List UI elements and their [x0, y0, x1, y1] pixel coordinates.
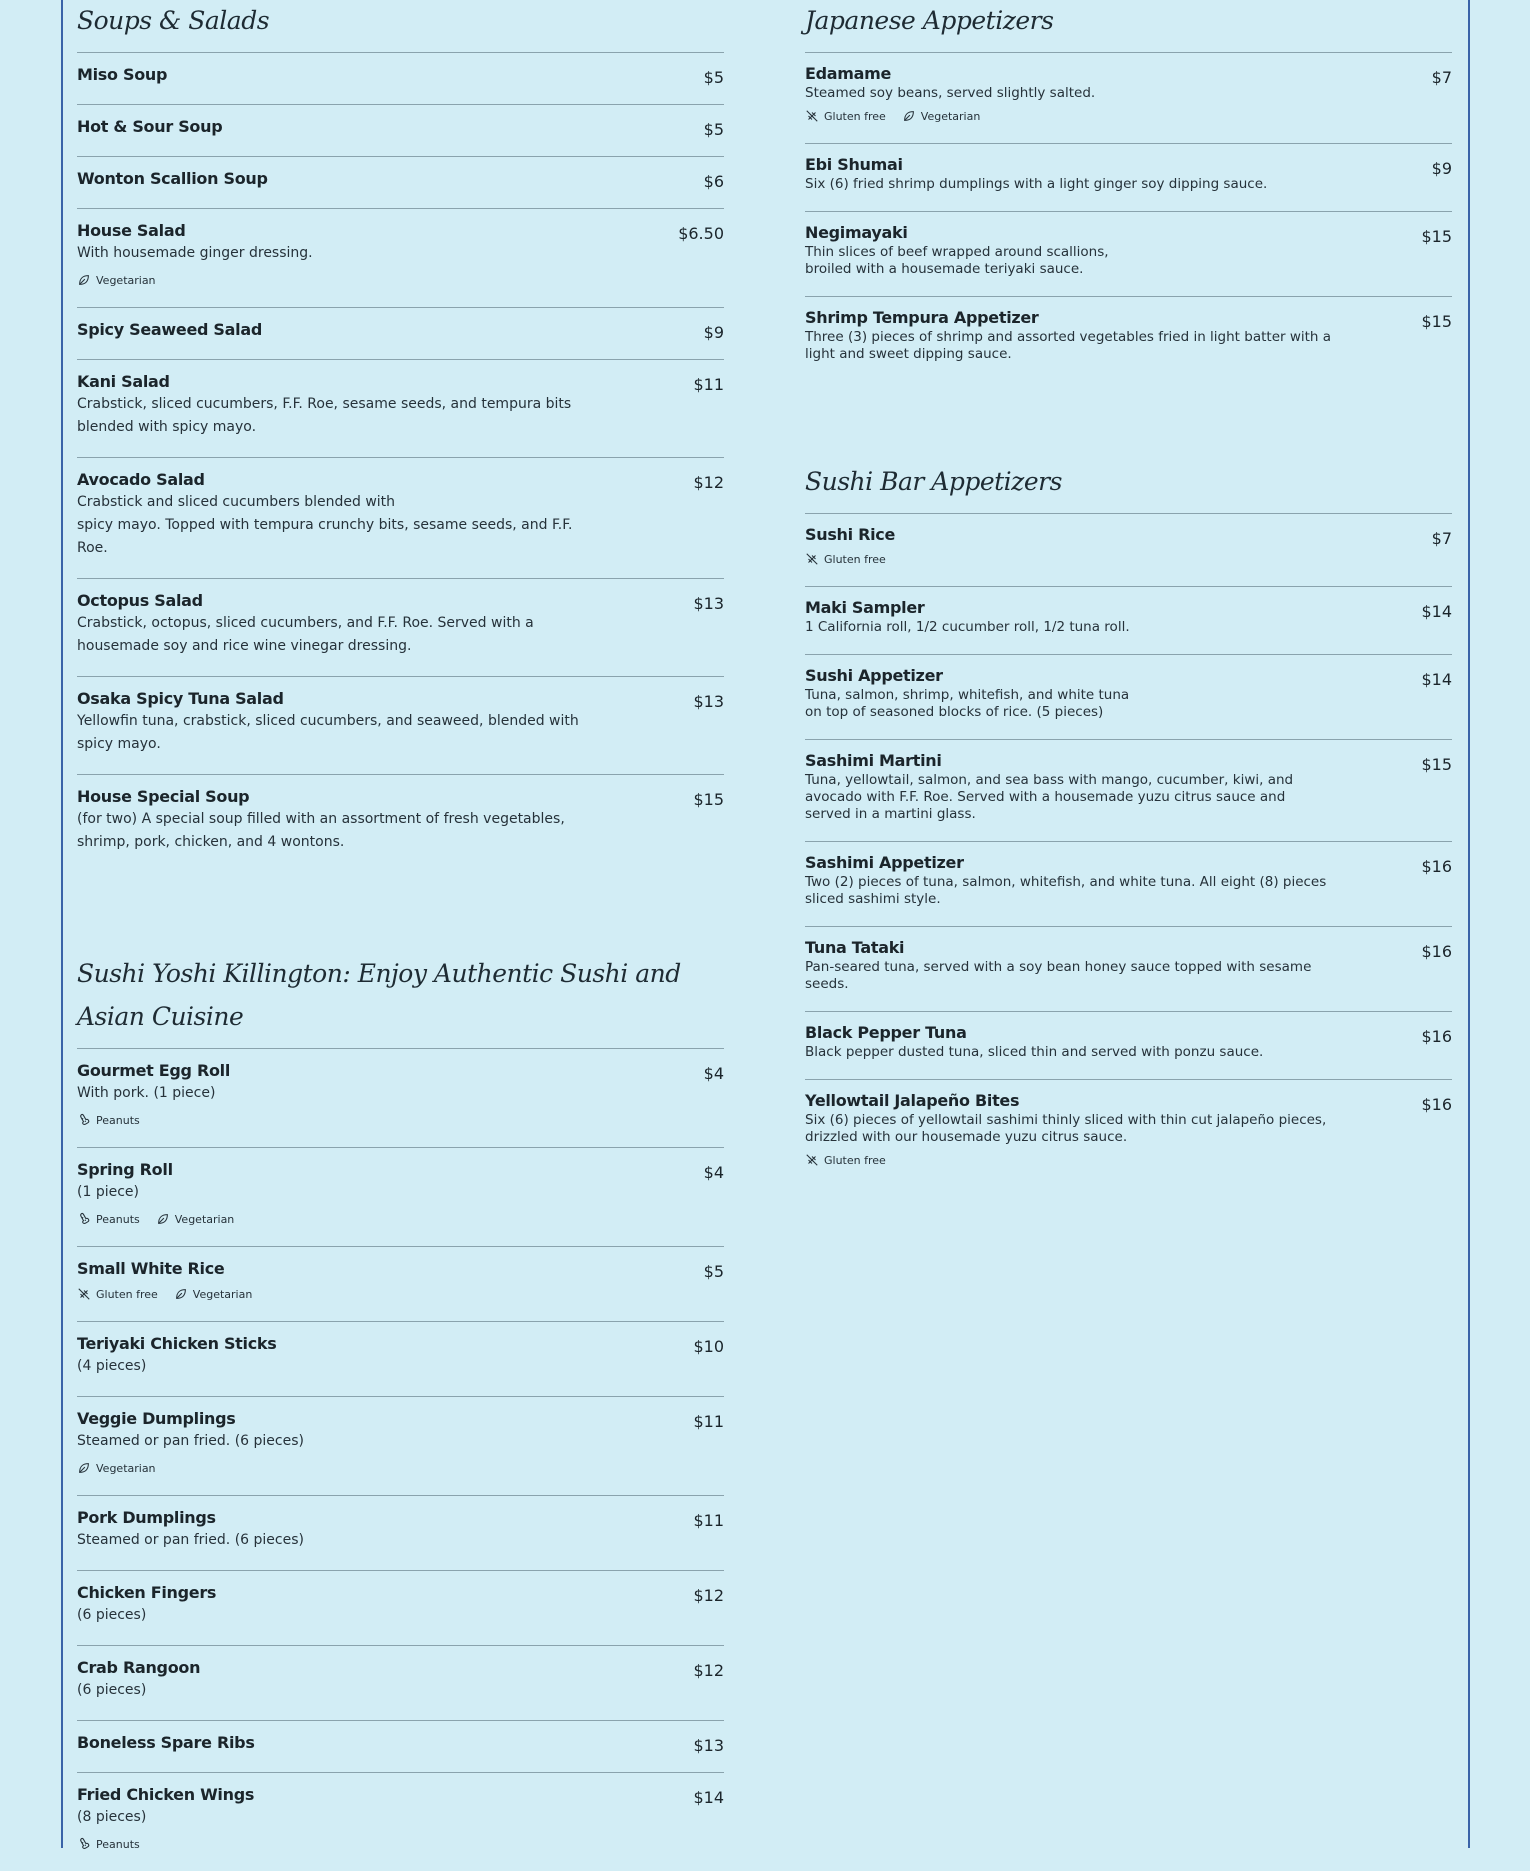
- item-name: Teriyaki Chicken Sticks: [77, 1334, 277, 1353]
- tag-gluten-free: [805, 552, 886, 566]
- peanut-icon: [77, 1837, 91, 1851]
- item-price: $13: [693, 594, 724, 613]
- menu-item-osaka-spicy-tuna-salad: [77, 676, 724, 774]
- item-description: (8 pieces): [77, 1809, 147, 1825]
- item-description: Thin slices of beef wrapped around scallions, broiled with a housemade teriyaki sauce.: [805, 244, 1109, 277]
- menu-item-sashimi-appetizer: [805, 841, 1452, 926]
- item-price: $13: [693, 692, 724, 711]
- tag-label: Vegetarian: [96, 273, 156, 287]
- item-name: Tuna Tataki: [805, 938, 905, 957]
- menu-items: [805, 52, 1452, 381]
- leaf-icon: [156, 1212, 170, 1226]
- menu-item-miso-soup: [77, 52, 724, 104]
- menu-item-edamame: [805, 52, 1452, 143]
- item-price: $5: [703, 68, 724, 87]
- item-name: Kani Salad: [77, 372, 170, 391]
- item-name: Sashimi Appetizer: [805, 853, 964, 872]
- menu-item-small-white-rice: [77, 1246, 724, 1321]
- item-price: $5: [703, 120, 724, 139]
- item-description: Yellowfin tuna, crabstick, sliced cucumbers, and seaweed, blended with spicy mayo.: [77, 713, 579, 752]
- item-name: Chicken Fingers: [77, 1583, 217, 1602]
- item-name: Maki Sampler: [805, 598, 925, 617]
- item-price: $11: [693, 1412, 724, 1431]
- item-price: $6.50: [678, 224, 724, 243]
- leaf-icon: [902, 109, 916, 123]
- peanut-icon: [77, 1113, 91, 1127]
- menu-item-wonton-scallion-soup: [77, 156, 724, 208]
- item-name: Gourmet Egg Roll: [77, 1061, 231, 1080]
- tag-vegetarian: [156, 1212, 235, 1226]
- item-price: $16: [1421, 1095, 1452, 1114]
- item-price: $9: [703, 323, 724, 342]
- menu-item-pork-dumplings: [77, 1495, 724, 1570]
- tag-vegetarian: [902, 109, 981, 123]
- item-price: $5: [703, 1262, 724, 1281]
- item-price: $7: [1431, 529, 1452, 548]
- item-price: $13: [693, 1736, 724, 1755]
- item-price: $16: [1421, 857, 1452, 876]
- item-name: Osaka Spicy Tuna Salad: [77, 689, 284, 708]
- item-name: Octopus Salad: [77, 591, 203, 610]
- gluten-free-icon: [77, 1287, 91, 1301]
- menu-item-maki-sampler: [805, 586, 1452, 654]
- item-name: Small White Rice: [77, 1259, 225, 1278]
- dietary-tags: [77, 271, 724, 289]
- menu-items: [77, 1048, 724, 1871]
- left-column: [77, 0, 724, 1871]
- tag-label: Vegetarian: [174, 1212, 235, 1226]
- tag-label: Peanuts: [96, 1113, 140, 1127]
- section-sushi-bar-appetizers: [805, 461, 1452, 1187]
- tag-gluten-free: [77, 1287, 158, 1301]
- dietary-tags: [805, 1151, 1452, 1169]
- menu-item-house-salad: [77, 208, 724, 307]
- dietary-tags: [77, 1111, 724, 1129]
- menu-item-spicy-seaweed-salad: [77, 307, 724, 359]
- item-description: With housemade ginger dressing.: [77, 245, 313, 261]
- item-price: $14: [693, 1788, 724, 1807]
- leaf-icon: [77, 273, 91, 287]
- item-description: Crabstick and sliced cucumbers blended with spicy mayo. Topped with tempura crunchy bits, sesame seeds, and F.F. Roe.: [77, 494, 573, 556]
- menu-item-spring-roll: [77, 1147, 724, 1246]
- tag-label: Gluten free: [824, 1153, 886, 1167]
- menu-item-octopus-salad: [77, 578, 724, 676]
- item-price: $7: [1431, 68, 1452, 87]
- item-name: House Salad: [77, 221, 186, 240]
- item-name: Veggie Dumplings: [77, 1409, 236, 1428]
- menu-items: [805, 513, 1452, 1187]
- item-name: Miso Soup: [77, 65, 168, 84]
- menu-item-teriyaki-chicken-sticks: [77, 1321, 724, 1396]
- tag-vegetarian: [77, 273, 156, 287]
- item-price: $12: [693, 473, 724, 492]
- menu-item-chicken-fingers: [77, 1570, 724, 1645]
- item-description: Black pepper dusted tuna, sliced thin and served with ponzu sauce.: [805, 1044, 1264, 1060]
- peanut-icon: [77, 1212, 91, 1226]
- item-description: Six (6) fried shrimp dumplings with a light ginger soy dipping sauce.: [805, 176, 1268, 192]
- menu-item-yellowtail-jalape-o-bites: [805, 1079, 1452, 1187]
- leaf-icon: [174, 1287, 188, 1301]
- item-price: $11: [693, 375, 724, 394]
- section-japanese-appetizers: [805, 0, 1452, 381]
- section-title: Sushi Bar Appetizers: [805, 467, 1062, 496]
- item-description: (4 pieces): [77, 1358, 147, 1374]
- item-price: $16: [1421, 1027, 1452, 1046]
- menu-item-sashimi-martini: [805, 739, 1452, 841]
- item-description: Crabstick, octopus, sliced cucumbers, and F.F. Roe. Served with a housemade soy and rice wine vinegar dressing.: [77, 615, 534, 654]
- item-price: $14: [1421, 670, 1452, 689]
- item-name: Avocado Salad: [77, 470, 205, 489]
- item-description: Six (6) pieces of yellowtail sashimi thinly sliced with thin cut jalapeño pieces, drizzled with our housemade yuzu citrus sauce.: [805, 1112, 1327, 1145]
- menu-item-black-pepper-tuna: [805, 1011, 1452, 1079]
- menu-item-crab-rangoon: [77, 1645, 724, 1720]
- item-price: $16: [1421, 942, 1452, 961]
- menu-item-veggie-dumplings: [77, 1396, 724, 1495]
- item-description: Tuna, yellowtail, salmon, and sea bass with mango, cucumber, kiwi, and avocado with F.F. Roe. Served with a housemade yuzu citrus sauce and served in a martini glass.: [805, 772, 1294, 822]
- tag-peanuts: [77, 1212, 140, 1226]
- dietary-tags: [77, 1210, 724, 1228]
- item-description: (6 pieces): [77, 1607, 147, 1623]
- section-soups-salads: [77, 0, 724, 872]
- item-name: Negimayaki: [805, 223, 908, 242]
- item-name: Crab Rangoon: [77, 1658, 201, 1677]
- item-name: Ebi Shumai: [805, 155, 903, 174]
- item-description: Two (2) pieces of tuna, salmon, whitefish, and white tuna. All eight (8) pieces sliced sashimi style.: [805, 874, 1327, 907]
- menu-item-hot-sour-soup: [77, 104, 724, 156]
- item-name: House Special Soup: [77, 787, 250, 806]
- item-name: Sushi Appetizer: [805, 666, 943, 685]
- tag-label: Gluten free: [96, 1287, 158, 1301]
- menu-item-sushi-rice: [805, 513, 1452, 586]
- menu-item-negimayaki: [805, 211, 1452, 296]
- tag-label: Vegetarian: [920, 109, 981, 123]
- tag-label: Vegetarian: [192, 1287, 253, 1301]
- dietary-tags: [77, 1285, 724, 1303]
- item-price: $4: [703, 1163, 724, 1182]
- tag-peanuts: [77, 1113, 140, 1127]
- item-price: $6: [703, 172, 724, 191]
- gluten-free-icon: [805, 109, 819, 123]
- item-name: Edamame: [805, 64, 892, 83]
- item-description: 1 California roll, 1/2 cucumber roll, 1/2 tuna roll.: [805, 619, 1130, 635]
- dietary-tags: [77, 1835, 724, 1853]
- tag-label: Peanuts: [96, 1837, 140, 1851]
- item-name: Sushi Rice: [805, 525, 896, 544]
- item-name: Fried Chicken Wings: [77, 1785, 255, 1804]
- item-name: Shrimp Tempura Appetizer: [805, 308, 1039, 327]
- item-description: (for two) A special soup filled with an assortment of fresh vegetables, shrimp, pork, chicken, and 4 wontons.: [77, 811, 565, 850]
- item-name: Pork Dumplings: [77, 1508, 216, 1527]
- section-title: Japanese Appetizers: [805, 6, 1054, 35]
- menu-item-shrimp-tempura-appetizer: [805, 296, 1452, 381]
- item-price: $15: [1421, 312, 1452, 331]
- menu-item-gourmet-egg-roll: [77, 1048, 724, 1147]
- menu-item-sushi-appetizer: [805, 654, 1452, 739]
- item-name: Wonton Scallion Soup: [77, 169, 268, 188]
- item-description: Steamed or pan fried. (6 pieces): [77, 1532, 304, 1548]
- item-price: $12: [693, 1586, 724, 1605]
- item-name: Sashimi Martini: [805, 751, 942, 770]
- item-description: Three (3) pieces of shrimp and assorted vegetables fried in light batter with a light and sweet dipping sauce.: [805, 329, 1332, 362]
- item-name: Black Pepper Tuna: [805, 1023, 967, 1042]
- menu-items: [77, 52, 724, 872]
- item-description: With pork. (1 piece): [77, 1085, 216, 1101]
- tag-gluten-free: [805, 1153, 886, 1167]
- menu-item-kani-salad: [77, 359, 724, 457]
- item-name: Hot & Sour Soup: [77, 117, 223, 136]
- item-description: (6 pieces): [77, 1682, 147, 1698]
- gluten-free-icon: [805, 552, 819, 566]
- tag-vegetarian: [174, 1287, 253, 1301]
- gluten-free-icon: [805, 1153, 819, 1167]
- item-price: $15: [1421, 755, 1452, 774]
- item-price: $12: [693, 1661, 724, 1680]
- tag-gluten-free: [805, 109, 886, 123]
- dietary-tags: [805, 107, 1452, 125]
- item-price: $15: [693, 790, 724, 809]
- leaf-icon: [77, 1461, 91, 1475]
- tag-label: Peanuts: [96, 1212, 140, 1226]
- item-price: $11: [693, 1511, 724, 1530]
- item-price: $9: [1431, 159, 1452, 178]
- dietary-tags: [77, 1459, 724, 1477]
- item-description: Crabstick, sliced cucumbers, F.F. Roe, sesame seeds, and tempura bits blended with spicy mayo.: [77, 396, 572, 435]
- item-price: $15: [1421, 227, 1452, 246]
- item-description: Pan-seared tuna, served with a soy bean honey sauce topped with sesame seeds.: [805, 959, 1312, 992]
- right-column: [805, 0, 1452, 1187]
- tag-label: Vegetarian: [96, 1461, 156, 1475]
- tag-peanuts: [77, 1837, 140, 1851]
- item-price: $14: [1421, 602, 1452, 621]
- item-description: Tuna, salmon, shrimp, whitefish, and white tuna on top of seasoned blocks of rice. (5 pieces): [805, 687, 1130, 720]
- item-price: $4: [703, 1064, 724, 1083]
- menu-item-avocado-salad: [77, 457, 724, 578]
- item-description: (1 piece): [77, 1184, 139, 1200]
- menu-item-house-special-soup: [77, 774, 724, 872]
- tag-label: Gluten free: [824, 552, 886, 566]
- tag-vegetarian: [77, 1461, 156, 1475]
- item-name: Boneless Spare Ribs: [77, 1733, 255, 1752]
- tag-label: Gluten free: [824, 109, 886, 123]
- item-name: Spicy Seaweed Salad: [77, 320, 262, 339]
- section-title: Soups & Salads: [77, 6, 270, 35]
- item-description: Steamed soy beans, served slightly salted.: [805, 85, 1096, 101]
- item-price: $10: [693, 1337, 724, 1356]
- menu-item-boneless-spare-ribs: [77, 1720, 724, 1772]
- dietary-tags: [805, 550, 1452, 568]
- item-description: Steamed or pan fried. (6 pieces): [77, 1433, 304, 1449]
- menu-item-fried-chicken-wings: [77, 1772, 724, 1871]
- menu-item-tuna-tataki: [805, 926, 1452, 1011]
- section-title: Sushi Yoshi Killington: Enjoy Authentic Sushi and Asian Cuisine: [77, 959, 681, 1031]
- item-name: Yellowtail Jalapeño Bites: [805, 1091, 1020, 1110]
- section-sushi-yoshi: [77, 952, 724, 1871]
- item-name: Spring Roll: [77, 1160, 173, 1179]
- menu-item-ebi-shumai: [805, 143, 1452, 211]
